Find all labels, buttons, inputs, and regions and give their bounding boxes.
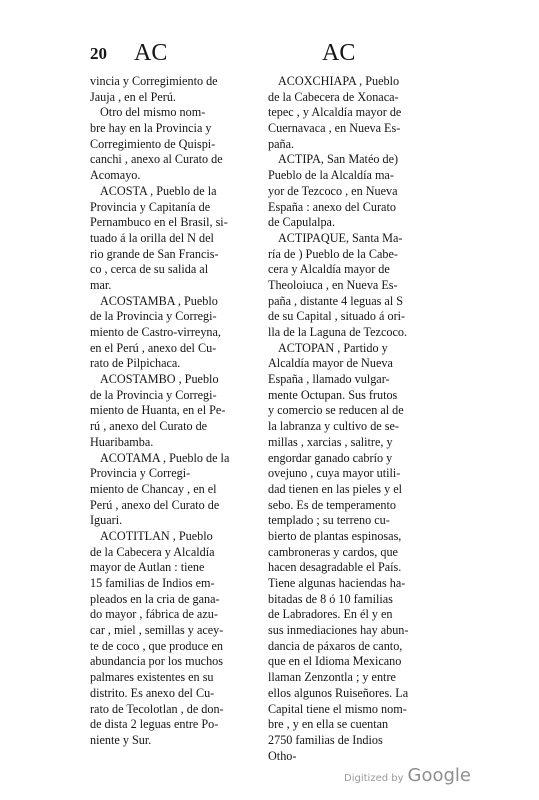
text-line: Otho- [268,748,297,763]
text-line: Provincia y Corregi- [90,466,191,481]
text-line: yor de Tezcoco , en Nueva [268,183,398,198]
text-line: bitadas de 8 ó 10 familias [268,591,393,606]
right-heading: AC [322,40,356,66]
text-line: car , miel , semillas y acey- [90,623,224,638]
text-line: de la Provincia y Corregi- [90,387,217,402]
text-line: la labranza y cultivo de se- [268,419,399,434]
text-line: Tiene algunas haciendas ha- [268,576,406,590]
text-line: de Capulalpa. [268,215,336,230]
text-line: paña. [268,136,295,151]
digitized-by-google-watermark [344,765,471,786]
text-line: miento de Huanta, en el Pe- [90,403,226,418]
text-line: tuado á la orilla del N del [90,230,214,245]
text-line: Pueblo de la Alcaldía ma- [268,168,394,183]
text-line: vincia y Corregimiento de [90,74,218,88]
text-line: Cuernavaca , en Nueva Es- [268,121,401,136]
text-line: ACTOPAN , Partido y [278,340,388,355]
text-line: dancia de páxaros de canto, [268,638,403,653]
text-line: ovejuno , cuya mayor utili- [268,466,401,481]
right-text-column [268,74,446,764]
text-line: Capital tiene el mismo nom- [268,701,407,716]
text-line: cera y Alcaldía mayor de [268,262,390,277]
text-line: ACOSTAMBA , Pueblo [100,293,218,308]
text-line: hacen desagradable el País. [268,560,402,575]
text-line: y comercio se reducen al de [268,403,404,418]
text-line: do mayor , fábrica de azu- [90,607,218,622]
text-line: Alcaldía mayor de Nueva [268,356,393,371]
text-line: co , cerca de su salida al [90,262,209,277]
text-line: lla de la Laguna de Tezcoco. [268,325,408,339]
left-text-column [90,74,258,749]
text-line: de dista 2 leguas entre Po- [90,717,219,732]
text-line: 15 familias de Indios em- [90,576,215,590]
text-line: que en el Idioma Mexicano [268,654,402,669]
running-header [90,40,450,70]
text-line: 2750 familias de Indios [268,732,383,747]
text-line: mayor de Autlan : tiene [90,560,205,575]
text-line: rato de Pilpichaca. [90,356,181,371]
text-line: de la Cabecera y Alcaldía [90,544,215,559]
text-line: Perú , anexo del Curato de [90,497,220,512]
left-heading: AC [134,40,168,66]
text-line: de Labradores. En él y en [268,607,393,622]
text-line: Jauja , en el Perú. [90,89,176,104]
text-line: sus inmediaciones hay abun- [268,623,409,638]
text-line: de la Cabecera de Xonaca- [268,89,399,104]
text-line: millas , xarcias , salitre, y [268,434,393,449]
google-logo: Google [407,765,471,786]
text-line: España , llamado vulgar- [268,372,390,387]
text-line: canchi , anexo al Curato de [90,152,223,167]
text-line: mente Octupan. Sus frutos [268,387,398,402]
text-line: ACOXCHIAPA , Pueblo [278,74,400,88]
text-line: ACOTAMA , Pueblo de la [100,450,230,465]
text-line: de su Capital , situado á ori- [268,309,406,324]
text-line: abundancia por los muchos [90,654,224,669]
text-line: rato de Tecolotlan , de don- [90,701,224,716]
text-line: ellos algunos Ruiseñores. La [268,685,409,700]
text-line: llaman Zenzontla ; y entre [268,670,396,685]
text-line: miento de Chancay , en el [90,481,217,496]
text-line: bierto de plantas espinosas, [268,528,402,543]
text-line: Provincia y Capitanía de [90,199,211,214]
text-line: engordar ganado cabrío y [268,450,393,465]
text-line: Otro del mismo nom- [100,105,206,120]
text-line: Huaribamba. [90,434,154,449]
text-line: distrito. Es anexo del Cu- [90,685,215,700]
text-line: bre , y en ella se cuentan [268,717,389,732]
text-line: niente y Sur. [90,732,152,747]
page-number: 20 [90,44,107,63]
text-line: Corregimiento de Quispi- [90,136,216,151]
text-line: mar. [90,277,112,292]
text-line: de la Provincia y Corregi- [90,309,217,324]
text-line: Acomayo. [90,168,141,183]
text-line: te de coco , que produce en [90,638,223,653]
text-line: Pernambuco en el Brasil, si- [90,215,228,230]
text-line: rú , anexo del Curato de [90,419,208,434]
text-line: tepec , y Alcaldía mayor de [268,105,402,120]
text-line: bre hay en la Provincia y [90,121,212,136]
text-line: paña , distante 4 leguas al S [268,293,404,308]
text-line: cambroneras y cardos, que [268,544,398,559]
text-line: en el Perú , anexo del Cu- [90,340,217,355]
text-line: ría de ) Pueblo de la Cabe- [268,246,398,261]
text-line: ACOSTA , Pueblo de la [100,183,217,198]
text-line: ACOSTAMBO , Pueblo [100,372,219,387]
text-line: ACTIPAQUE, Santa Ma- [278,230,403,245]
text-line: pleados en la cria de gana- [90,591,220,606]
text-line: sebo. Es de temperamento [268,497,396,512]
text-line: templado ; su terreno cu- [268,513,390,528]
text-line: ACOTITLAN , Pueblo [100,528,213,543]
text-line: España : anexo del Curato [268,199,396,214]
text-line: Theoloiuca , en Nueva Es- [268,277,398,292]
text-line: miento de Castro-virreyna, [90,325,221,339]
digitized-by-label: Digitized by [344,773,404,784]
text-line: dad tienen en las pieles y el [268,481,403,496]
text-line: palmares existentes en su [90,670,214,685]
text-line: ACTIPA, San Matéo de) [278,152,399,167]
text-line: Iguari. [90,513,123,528]
text-line: rio grande de San Francis- [90,246,219,261]
